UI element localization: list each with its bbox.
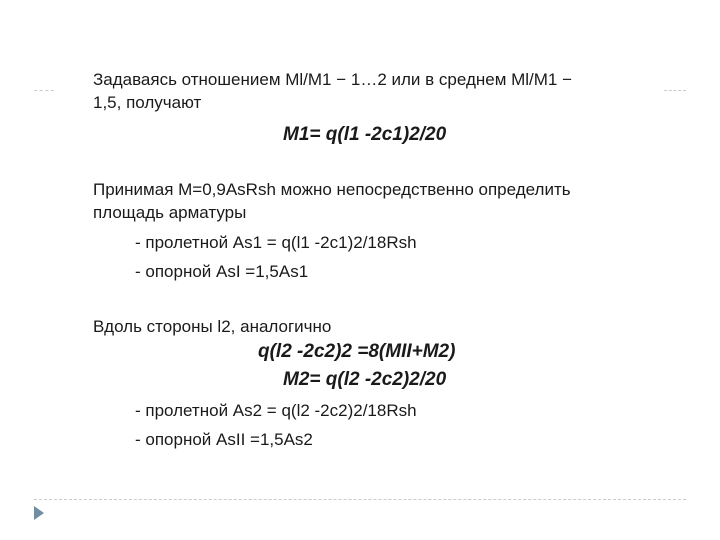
text-line: площадь арматуры [93, 203, 247, 222]
formula-l2-balance: q(l2 -2c2)2 =8(MII+M2) [258, 341, 456, 362]
formula-m1: M1= q(l1 -2c1)2/20 [283, 124, 447, 145]
text-line: Вдоль стороны l2, аналогично [93, 317, 332, 336]
formula-asI: - опорной AsI =1,5As1 [135, 262, 309, 281]
formula-asII: - опорной AsII =1,5As2 [135, 430, 313, 449]
slide-divider-right [664, 90, 686, 91]
formula-as1: - пролетной As1 = q(l1 -2c1)2/18Rsh [135, 233, 417, 252]
next-arrow-icon[interactable] [34, 506, 44, 520]
formula-m2: M2= q(l2 -2c2)2/20 [283, 369, 447, 390]
text-line: Задаваясь отношением Ml/M1 − 1…2 или в среднем Ml/M1 − [93, 70, 573, 89]
formula-as2: - пролетной As2 = q(l2 -2c2)2/18Rsh [135, 401, 417, 420]
slide-divider-left [34, 90, 54, 91]
text-line: Принимая M=0,9AsRsh можно непосредственно определить [93, 180, 571, 199]
text-line: 1,5, получают [93, 93, 202, 112]
slide-divider-bottom [34, 499, 686, 500]
